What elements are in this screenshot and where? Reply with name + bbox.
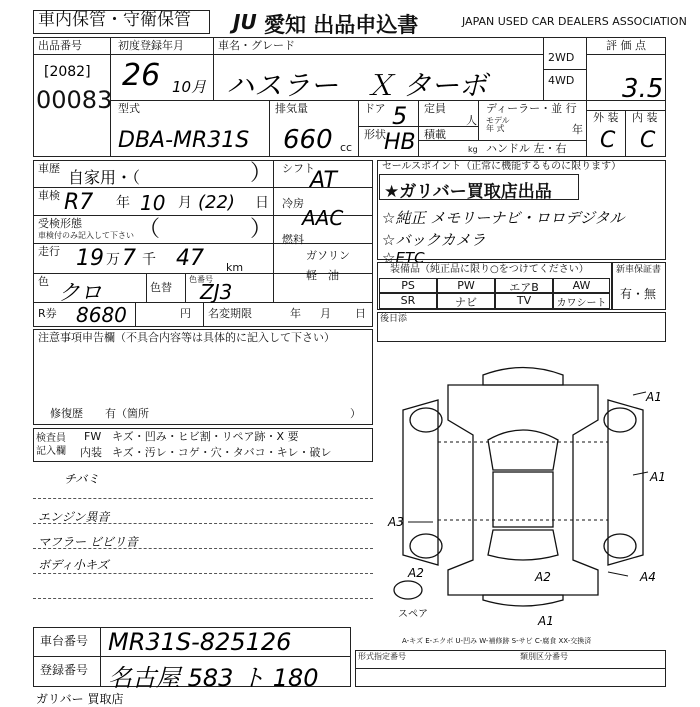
ns-items: キズ・汚レ・コゲ・穴・タバコ・キレ・破レ — [112, 446, 332, 459]
color-no-value: ZJ3 — [200, 280, 233, 304]
color-repaint-label: 色替 — [150, 281, 172, 294]
history-close-paren: ） — [250, 161, 273, 186]
damage-mark-a1-rear: A1 — [538, 614, 554, 628]
name-change-month: 月 — [320, 307, 331, 320]
mileage-unit-sen: 千 — [142, 252, 156, 268]
org-english: JAPAN USED CAR DEALERS ASSOCIATION — [462, 15, 687, 28]
name-change-label: 名変期限 — [208, 307, 252, 320]
fuel-label: 燃料 — [282, 233, 304, 246]
equip-tv: TV — [495, 293, 553, 309]
notes-header: 注意事項申告欄（不具合内容等は具体的に記入して下さい） — [38, 331, 335, 344]
interior-grade-value: C — [640, 128, 656, 153]
model-year-label: モデル 年 式 — [486, 116, 510, 134]
shift-label: シフト — [282, 162, 315, 175]
auction-code: [2082] — [44, 64, 91, 80]
sales-item-1: ☆純正 メモリーナビ・ロロデジタル — [382, 209, 625, 227]
history-label: 車歴 — [38, 162, 60, 175]
fw-label: FW — [84, 430, 102, 443]
warranty-yes-no: 有・無 — [620, 287, 657, 301]
doors-value: 5 — [392, 102, 408, 130]
acceptance-label: 受検形態 — [38, 217, 82, 230]
dealer-label: ディーラー・並 行 — [486, 102, 577, 115]
class-no-label: 類別区分番号 — [520, 652, 568, 661]
damage-mark-a3: A3 — [388, 515, 404, 529]
back-page-block — [377, 312, 666, 342]
cc-label: cc — [340, 141, 353, 154]
inspection-day-label: 日 — [255, 195, 269, 211]
fuel-options: ガソリン 軽 油 — [306, 249, 350, 282]
inspector-note-2: エンジン異音 — [38, 510, 110, 524]
org-title: 愛知 出品申込書 — [264, 13, 419, 37]
back-page-label: 後日添 — [380, 314, 408, 324]
mileage-rest-value: 47 — [176, 246, 204, 271]
load-label: 積載 — [424, 128, 446, 141]
sales-banner: ★ガリバー買取店出品 — [384, 182, 552, 202]
kg-label: kg — [468, 145, 478, 154]
mileage-man-value: 19 — [76, 246, 104, 271]
acceptance-note: 車検付のみ記入して下さい — [38, 231, 134, 240]
inspector-note-1: チバミ — [64, 472, 100, 486]
equip-airbag: エアB — [495, 278, 553, 293]
car-name-label: 車名・グレード — [218, 39, 295, 52]
rating-value: 3.5 — [622, 74, 664, 104]
model-type-value: DBA-MR31S — [118, 128, 250, 153]
shape-label: 形状 — [364, 128, 386, 141]
displacement-label: 排気量 — [275, 102, 308, 115]
chassis-no-label: 車台番号 — [40, 634, 89, 648]
ns-label: 内装 — [80, 446, 102, 459]
acceptance-close-paren: ） — [250, 217, 273, 242]
reg-year-value: 26 — [122, 58, 161, 93]
equip-navi: ナビ — [437, 293, 495, 309]
aircon-value: AAC — [302, 206, 344, 230]
shape-value: HB — [384, 130, 416, 155]
handle-label: ハンドル 左・右 — [486, 142, 567, 155]
inspection-year-label: 年 — [116, 195, 130, 211]
first-reg-label: 初度登録年月 — [118, 39, 184, 52]
inspector-label: 検査員 記入欄 — [36, 433, 66, 457]
damage-mark-a4: A4 — [640, 570, 656, 584]
r-ticket-yen: 円 — [180, 307, 191, 320]
inspector-note-4: ボディ小キズ — [38, 558, 109, 572]
equip-aw: AW — [553, 278, 610, 293]
r-ticket-value: 8680 — [76, 303, 127, 327]
inspection-day-value: (22) — [198, 192, 235, 213]
damage-legend: A-キズ E-エクボ U-凹み W-補修跡 S-サビ C-腐食 XX-交換済 — [402, 637, 592, 645]
exterior-label: 外 装 — [593, 111, 619, 124]
model-year-unit: 年 — [572, 123, 583, 136]
equip-ps: PS — [379, 278, 437, 293]
mileage-unit-km: km — [226, 261, 244, 274]
doors-label: ドア — [364, 102, 386, 115]
name-change-year: 年 — [290, 307, 301, 320]
aircon-label: 冷房 — [282, 197, 304, 210]
rating-label: 評 価 点 — [606, 39, 646, 52]
mileage-unit-man: 万 — [106, 252, 120, 268]
damage-mark-a2-center: A2 — [535, 570, 551, 584]
lot-number-value: 00083 — [36, 86, 113, 114]
equipment-label: 装備品（純正品に限り○をつけてください） — [390, 264, 589, 275]
inspection-era-value: R7 — [64, 190, 94, 215]
equip-pw: PW — [437, 278, 495, 293]
repair-history-close: ） — [350, 407, 361, 420]
car-name-value: ハスラー Ｘ ターボ — [226, 69, 487, 102]
inspection-month-label: 月 — [178, 195, 192, 211]
interior-label: 内 装 — [632, 111, 658, 124]
bottom-partial-text: ガリバー 買取店 — [36, 692, 124, 706]
chassis-no-value: MR31S-825126 — [108, 628, 292, 656]
mileage-label: 走行 — [38, 245, 60, 258]
inspection-label: 車検 — [38, 189, 60, 202]
shift-value: AT — [310, 168, 337, 193]
fw-items: キズ・凹み・ヒビ割・リペア跡・X 要 — [112, 430, 299, 443]
reg-month-value: 10月 — [172, 78, 207, 96]
displacement-value: 660 — [283, 125, 333, 155]
damage-mark-a1-right: A1 — [650, 470, 666, 484]
drive-4wd-label: 4WD — [548, 74, 575, 87]
sales-item-2: ☆バックカメラ — [382, 231, 486, 249]
damage-mark-a1-front: A1 — [646, 390, 662, 404]
mileage-sen-value: 7 — [122, 246, 136, 271]
name-change-day: 日 — [355, 307, 366, 320]
storage-label: 車内保管・守衛保管 — [38, 10, 191, 30]
color-value: クロ — [58, 281, 103, 306]
persons-label: 人 — [466, 114, 477, 127]
drive-2wd-label: 2WD — [548, 51, 575, 64]
ju-logo: JU — [233, 10, 257, 34]
sales-point-label: セールスポイント（正常に機能するものに限ります） — [382, 161, 622, 172]
inspection-month-value: 10 — [140, 191, 166, 215]
acceptance-open-paren: （ — [138, 217, 161, 242]
inspector-note-3: マフラー ビビリ音 — [38, 535, 138, 549]
warranty-label: 新車保証書 — [616, 265, 662, 275]
type-designation-label: 形式指定番号 — [358, 652, 406, 661]
repair-history-label: 修復歴 有（箇所 — [50, 407, 149, 420]
capacity-label: 定員 — [424, 102, 446, 115]
equip-leather-seat: カワシート — [553, 293, 610, 309]
reg-no-value: 名古屋 583 ト 180 — [108, 664, 319, 692]
sales-item-3: ☆ETC — [382, 249, 425, 267]
equip-sr: SR — [379, 293, 437, 309]
damage-mark-a2-left: A2 — [408, 566, 424, 580]
r-ticket-label: R券 — [38, 307, 57, 320]
color-label: 色 — [38, 275, 49, 288]
history-value: 自家用・（ — [68, 168, 141, 187]
color-no-label: 色番号 — [189, 275, 213, 284]
exterior-grade-value: C — [600, 128, 616, 153]
model-type-label: 型式 — [118, 102, 140, 115]
spare-label: スペア — [398, 609, 428, 620]
lot-number-label: 出品番号 — [38, 39, 82, 52]
reg-no-label: 登録番号 — [40, 663, 89, 677]
